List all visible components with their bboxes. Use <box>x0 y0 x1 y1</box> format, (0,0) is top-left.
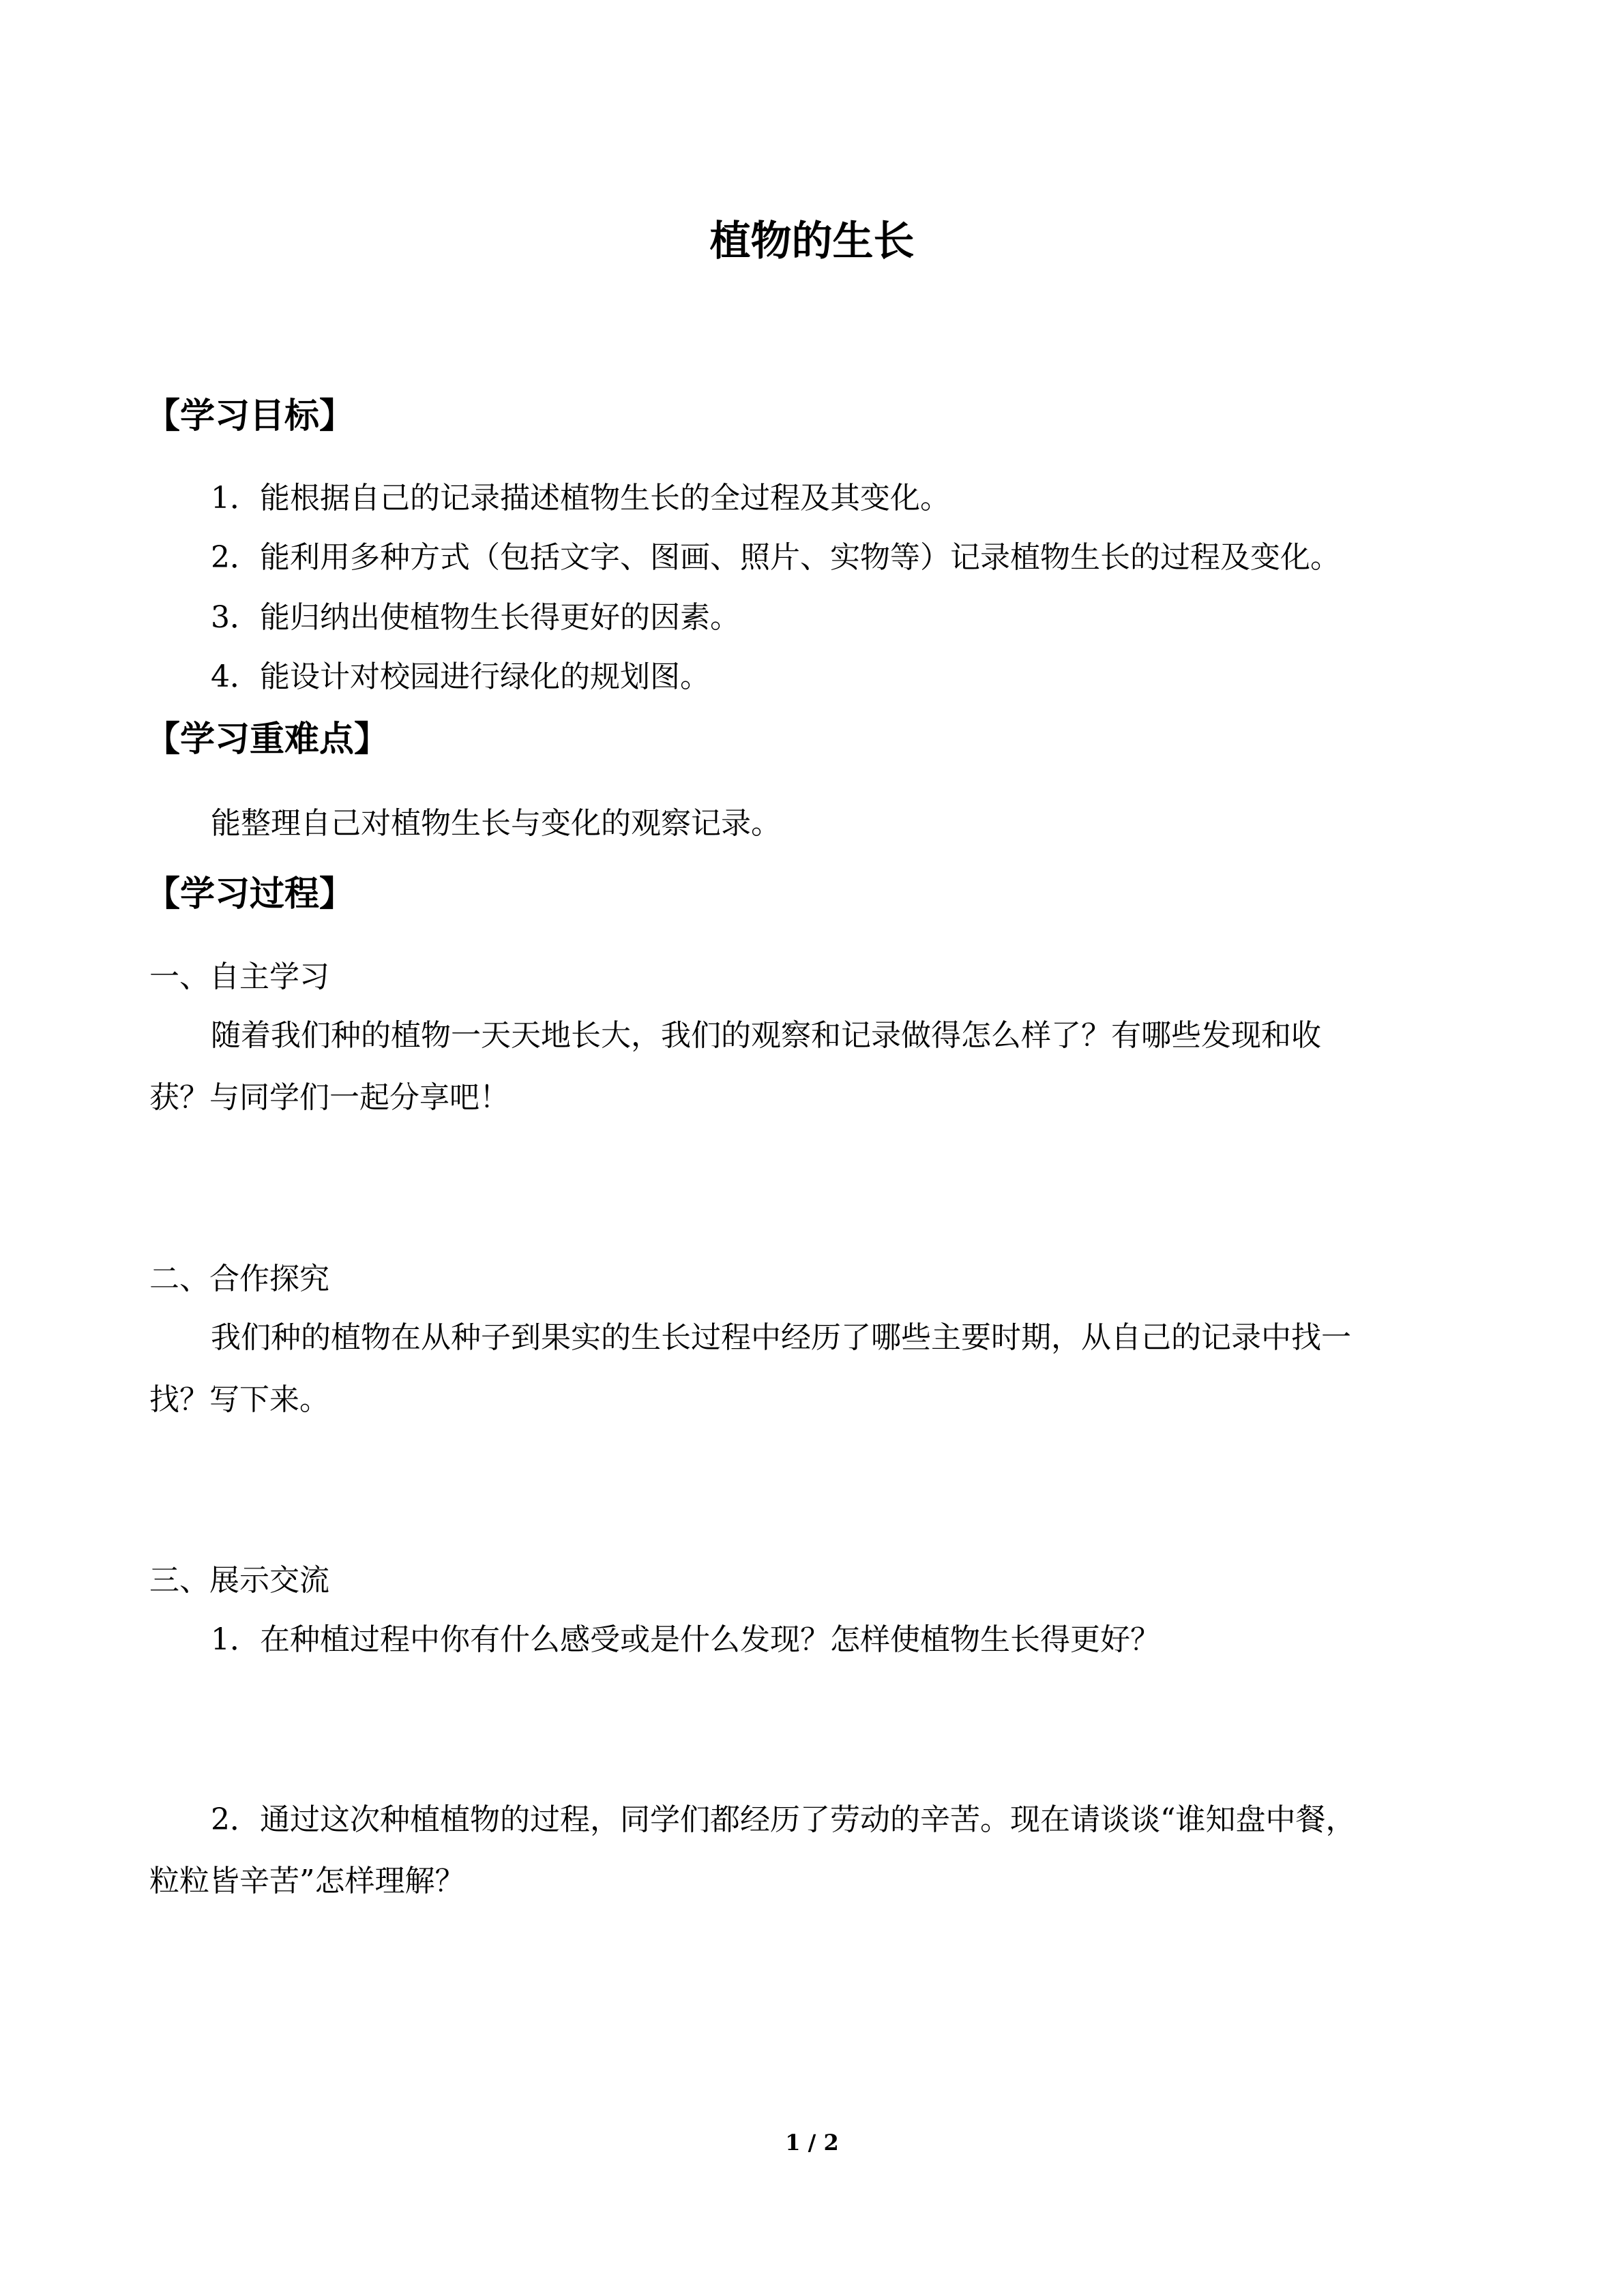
page-title: 植物的生长 <box>709 218 915 265</box>
section-1-line-1: 随着我们种的植物一天天地长大，我们的观察和记录做得怎么样了？有哪些发现和收 <box>211 1018 1321 1053</box>
section-3-question-1: 1．在种植过程中你有什么感受或是什么发现？怎样使植物生长得更好？ <box>211 1622 1160 1657</box>
objective-item-3: 3．能归纳出使植物生长得更好的因素。 <box>211 600 740 635</box>
page-number: 1 / 2 <box>785 2130 839 2156</box>
section-3-title: 三、展示交流 <box>149 1563 329 1598</box>
key-points-text: 能整理自己对植物生长与变化的观察记录。 <box>211 806 781 841</box>
key-points-heading: 【学习重难点】 <box>145 719 389 760</box>
section-1-line-2: 获？与同学们一起分享吧！ <box>149 1080 510 1115</box>
section-3-question-2-line-1: 2．通过这次种植植物的过程，同学们都经历了劳动的辛苦。现在请谈谈“谁知盘中餐， <box>211 1802 1356 1837</box>
section-1-title: 一、自主学习 <box>149 959 329 994</box>
section-2-title: 二、合作探究 <box>149 1262 329 1296</box>
process-heading: 【学习过程】 <box>145 874 355 914</box>
section-2-line-1: 我们种的植物在从种子到果实的生长过程中经历了哪些主要时期，从自己的记录中找一 <box>211 1320 1351 1355</box>
section-2-line-2: 找？写下来。 <box>149 1382 329 1417</box>
objective-item-4: 4．能设计对校园进行绿化的规划图。 <box>211 659 710 694</box>
objective-item-2: 2．能利用多种方式（包括文字、图画、照片、实物等）记录植物生长的过程及变化。 <box>211 540 1340 575</box>
objective-item-1: 1．能根据自己的记录描述植物生长的全过程及其变化。 <box>211 481 950 516</box>
objectives-heading: 【学习目标】 <box>145 396 355 436</box>
section-3-question-2-line-2: 粒粒皆辛苦”怎样理解？ <box>149 1864 465 1898</box>
